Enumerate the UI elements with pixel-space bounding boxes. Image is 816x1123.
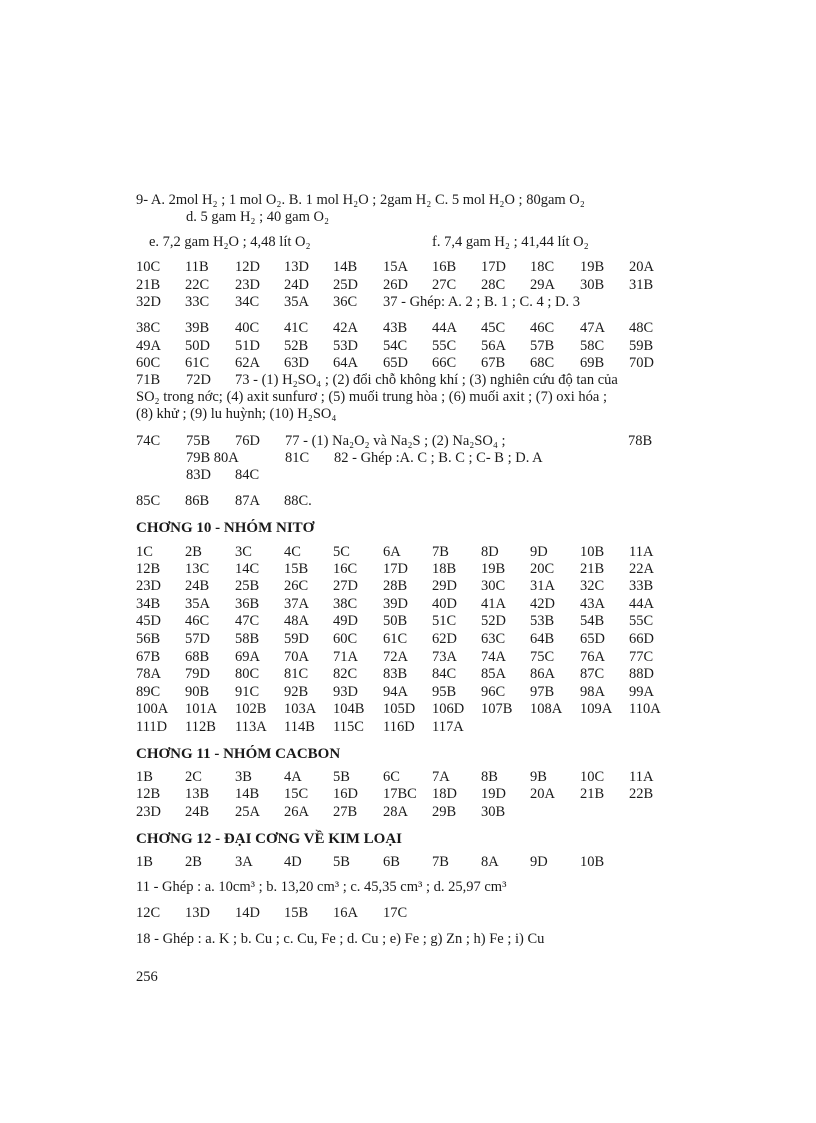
answer-cell: 64A [333,355,358,371]
answer-cell: 115C [333,719,364,735]
answer-cell: 20A [530,786,555,802]
answer-cell: 20A [629,259,654,275]
answer-cell: 37A [284,596,309,612]
answer-cell: 69A [235,649,260,665]
answer-cell: 26D [383,277,408,293]
answer-cell: 63C [481,631,506,647]
answer-cell: 113A [235,719,267,735]
answer-cell: 81C [284,666,309,682]
answer-cell: 24B [185,804,210,820]
answer-cell: 49A [136,338,161,354]
answer-cell: 12C [136,905,161,921]
answer-cell: 71A [333,649,358,665]
answer-cell: 86B [185,493,210,509]
q73-line1: 73 - (1) H₂SO₄ ; (2) đổi chỗ không khí ; (3) nghiên cứu độ tan của [235,372,618,388]
answer-cell: 32C [580,578,605,594]
answer-cell: 95B [432,684,457,700]
answer-cell: 75C [530,649,555,665]
answer-cell: 45C [481,320,506,336]
answer-cell: 102B [235,701,267,717]
chapter-12-title: CHƠNG 12 - ĐẠI CƠNG VỀ KIM LOẠI [136,831,402,847]
answer-cell: 30B [580,277,605,293]
answer-cell: 9D [530,854,548,870]
answer-cell: 38C [333,596,358,612]
answer-cell: 10C [580,769,605,785]
answer-cell: 36C [333,294,358,310]
answer-cell: 52D [481,613,506,629]
answer-cell: 88C. [284,493,312,509]
answer-cell: 33B [629,578,654,594]
answer-cell: 27B [333,804,358,820]
answer-cell: 114B [284,719,315,735]
answer-cell: 6C [383,769,400,785]
q9-e: e. 7,2 gam H₂O ; 4,48 lít O₂ [149,234,311,250]
answer-cell: 78A [136,666,161,682]
answer-cell: 84C [432,666,457,682]
answer-cell: 16B [432,259,457,275]
answer-cell: 66C [432,355,457,371]
answer-cell: 13C [185,561,210,577]
answer-cell: 11A [629,544,654,560]
answer-cell: 68C [530,355,555,371]
answer-cell: 54B [580,613,605,629]
answer-cell: 6A [383,544,401,560]
answer-cell: 1C [136,544,153,560]
q9-f: f. 7,4 gam H₂ ; 41,44 lít O₂ [432,234,589,250]
answer-cell: 74A [481,649,506,665]
answer-cell: 99A [629,684,654,700]
answer-cell: 97B [530,684,555,700]
answer-cell: 2B [185,854,202,870]
page-number: 256 [136,969,158,985]
answer-cell: 60C [136,355,161,371]
answer-cell: 18B [432,561,457,577]
answer-cell: 17D [481,259,506,275]
answer-cell: 98A [580,684,605,700]
answer-cell: 20C [530,561,555,577]
answer-cell: 106D [432,701,465,717]
answer-72: 72D [186,372,211,388]
answer-cell: 28A [383,804,408,820]
answer-cell: 19B [580,259,605,275]
answer-cell: 23D [136,804,161,820]
answer-cell: 14D [235,905,260,921]
answer-cell: 21B [580,561,605,577]
answer-cell: 25A [235,804,260,820]
answer-cell: 19D [481,786,506,802]
answer-cell: 65D [383,355,408,371]
answer-71: 71B [136,372,161,388]
answer-83: 83D [186,467,211,483]
answer-cell: 29A [530,277,555,293]
answer-76: 76D [235,433,260,449]
answer-cell: 51D [235,338,260,354]
answer-cell: 77C [629,649,654,665]
answer-cell: 15B [284,561,309,577]
answer-cell: 56A [481,338,506,354]
answer-cell: 41A [481,596,506,612]
answer-cell: 3B [235,769,252,785]
answer-cell: 13D [185,905,210,921]
answer-cell: 104B [333,701,365,717]
answer-cell: 47C [235,613,260,629]
answer-cell: 16C [333,561,358,577]
answer-cell: 103A [284,701,317,717]
answer-cell: 21B [580,786,605,802]
answer-cell: 43B [383,320,408,336]
answer-cell: 31B [629,277,654,293]
answer-cell: 39B [185,320,210,336]
answer-cell: 39D [383,596,408,612]
answer-cell: 57D [185,631,210,647]
answer-cell: 112B [185,719,216,735]
answer-cell: 32D [136,294,161,310]
answer-cell: 116D [383,719,415,735]
answer-cell: 45D [136,613,161,629]
answer-78: 78B [628,433,653,449]
answer-cell: 24B [185,578,210,594]
answer-cell: 2C [185,769,202,785]
answer-cell: 3C [235,544,252,560]
answer-cell: 91C [235,684,260,700]
answer-cell: 94A [383,684,408,700]
answer-cell: 50B [383,613,408,629]
answer-cell: 22B [629,786,654,802]
answer-cell: 82C [333,666,358,682]
answer-cell: 19B [481,561,506,577]
answer-cell: 59B [629,338,654,354]
q37-matching: 37 - Ghép: A. 2 ; B. 1 ; C. 4 ; D. 3 [383,294,580,310]
answer-cell: 8D [481,544,499,560]
answer-cell: 72A [383,649,408,665]
answer-cell: 25B [235,578,260,594]
answer-cell: 64B [530,631,555,647]
answer-cell: 5B [333,769,350,785]
answer-cell: 62A [235,355,260,371]
answer-74: 74C [136,433,161,449]
answer-cell: 85A [481,666,506,682]
answer-cell: 83B [383,666,408,682]
answer-cell: 62D [432,631,457,647]
answer-cell: 73A [432,649,457,665]
answer-cell: 28C [481,277,506,293]
answer-cell: 15A [383,259,408,275]
answer-cell: 17D [383,561,408,577]
answer-cell: 16A [333,905,358,921]
answer-cell: 21B [136,277,161,293]
answer-cell: 66D [629,631,654,647]
answer-cell: 34B [136,596,161,612]
answer-cell: 29D [432,578,457,594]
answer-cell: 10B [580,544,605,560]
answer-cell: 87A [235,493,260,509]
answer-cell: 22A [629,561,654,577]
answer-cell: 90B [185,684,210,700]
answer-cell: 17BC [383,786,417,802]
answer-cell: 55C [432,338,457,354]
answer-cell: 110A [629,701,661,717]
answer-cell: 48C [629,320,654,336]
answer-cell: 96C [481,684,506,700]
answer-cell: 92B [284,684,309,700]
answer-cell: 59D [284,631,309,647]
answer-cell: 16D [333,786,358,802]
answer-cell: 56B [136,631,161,647]
q73-line2: SO₂ trong nớc; (4) axit sunfurơ ; (5) muối trung hòa ; (6) muối axit ; (7) oxi hóa ; [136,389,608,405]
answer-cell: 76A [580,649,605,665]
q11-matching: 11 - Ghép : a. 10cm³ ; b. 13,20 cm³ ; c. 45,35 cm³ ; d. 25,97 cm³ [136,879,507,895]
answer-cell: 18C [530,259,555,275]
answer-cell: 79D [185,666,210,682]
answer-cell: 48A [284,613,309,629]
answer-cell: 27C [432,277,457,293]
answer-cell: 1B [136,854,153,870]
q18-matching: 18 - Ghép : a. K ; b. Cu ; c. Cu, Fe ; d. Cu ; e) Fe ; g) Zn ; h) Fe ; i) Cu [136,931,545,947]
answer-cell: 3A [235,854,253,870]
q77-text: 77 - (1) Na₂O₂ và Na₂S ; (2) Na₂SO₄ ; [285,433,506,449]
q82-matching: 82 - Ghép :A. C ; B. C ; C- B ; D. A [334,450,543,466]
answer-cell: 14B [235,786,260,802]
answer-cell: 28B [383,578,408,594]
answer-cell: 69B [580,355,605,371]
answer-cell: 68B [185,649,210,665]
answer-81: 81C [285,450,310,466]
answer-cell: 111D [136,719,168,735]
answer-cell: 43A [580,596,605,612]
answer-cell: 29B [432,804,457,820]
answer-cell: 24D [284,277,309,293]
answer-cell: 14C [235,561,260,577]
answer-cell: 40C [235,320,260,336]
answer-cell: 100A [136,701,169,717]
answer-cell: 51C [432,613,457,629]
answer-cell: 108A [530,701,563,717]
q73-line3: (8) khử ; (9) lu huỳnh; (10) H₂SO₄ [136,406,337,422]
answer-cell: 5B [333,854,350,870]
answer-cell: 13B [185,786,210,802]
answer-cell: 52B [284,338,309,354]
answer-cell: 36B [235,596,260,612]
answer-cell: 89C [136,684,161,700]
answer-cell: 11A [629,769,654,785]
answer-cell: 9B [530,769,547,785]
answer-cell: 44A [432,320,457,336]
answer-cell: 4D [284,854,302,870]
chapter-10-title: CHƠNG 10 - NHÓM NITƠ [136,520,315,536]
answer-cell: 5C [333,544,350,560]
answer-cell: 12B [136,561,161,577]
answer-cell: 4A [284,769,302,785]
answer-cell: 26C [284,578,309,594]
answer-cell: 22C [185,277,210,293]
answer-cell: 105D [383,701,416,717]
answer-cell: 10B [580,854,605,870]
answer-cell: 35A [185,596,210,612]
answer-cell: 30B [481,804,506,820]
answer-cell: 86A [530,666,555,682]
answer-cell: 46C [185,613,210,629]
answer-cell: 117A [432,719,464,735]
answer-cell: 15B [284,905,309,921]
answer-cell: 23D [235,277,260,293]
answer-cell: 44A [629,596,654,612]
answer-cell: 47A [580,320,605,336]
answer-cell: 70A [284,649,309,665]
answer-cell: 46C [530,320,555,336]
answer-cell: 7B [432,544,449,560]
answer-cell: 58C [580,338,605,354]
answer-cell: 6B [383,854,400,870]
answer-cell: 7A [432,769,450,785]
answer-cell: 109A [580,701,613,717]
answer-cell: 15C [284,786,309,802]
answer-cell: 93D [333,684,358,700]
answer-cell: 60C [333,631,358,647]
answer-cell: 42D [530,596,555,612]
answer-cell: 25D [333,277,358,293]
answer-cell: 101A [185,701,218,717]
answer-cell: 53B [530,613,555,629]
q9-line2: d. 5 gam H₂ ; 40 gam O₂ [186,209,330,225]
answer-cell: 33C [185,294,210,310]
answer-cell: 70D [629,355,654,371]
answer-cell: 40D [432,596,457,612]
answer-cell: 11B [185,259,209,275]
answer-cell: 85C [136,493,161,509]
answer-cell: 13D [284,259,309,275]
chapter-11-title: CHƠNG 11 - NHÓM CACBON [136,746,341,762]
answer-79-80: 79B 80A [186,450,239,466]
answer-cell: 2B [185,544,202,560]
answer-cell: 61C [383,631,408,647]
answer-cell: 107B [481,701,513,717]
answer-cell: 35A [284,294,309,310]
answer-cell: 41C [284,320,309,336]
answer-cell: 4C [284,544,301,560]
answer-cell: 14B [333,259,358,275]
answer-cell: 26A [284,804,309,820]
answer-cell: 34C [235,294,260,310]
answer-cell: 54C [383,338,408,354]
answer-cell: 27D [333,578,358,594]
answer-cell: 58B [235,631,260,647]
answer-cell: 12D [235,259,260,275]
answer-cell: 49D [333,613,358,629]
answer-cell: 12B [136,786,161,802]
answer-cell: 38C [136,320,161,336]
answer-cell: 30C [481,578,506,594]
answer-cell: 65D [580,631,605,647]
answer-cell: 7B [432,854,449,870]
answer-cell: 1B [136,769,153,785]
answer-cell: 53D [333,338,358,354]
answer-cell: 50D [185,338,210,354]
answer-cell: 67B [481,355,506,371]
answer-cell: 67B [136,649,161,665]
answer-cell: 9D [530,544,548,560]
answer-cell: 57B [530,338,555,354]
answer-cell: 55C [629,613,654,629]
answer-cell: 8B [481,769,498,785]
answer-cell: 61C [185,355,210,371]
answer-cell: 8A [481,854,499,870]
answer-cell: 10C [136,259,161,275]
answer-cell: 23D [136,578,161,594]
answer-cell: 31A [530,578,555,594]
answer-cell: 88D [629,666,654,682]
answer-cell: 42A [333,320,358,336]
answer-84: 84C [235,467,260,483]
answer-cell: 17C [383,905,408,921]
q9-line1: 9- A. 2mol H₂ ; 1 mol O₂. B. 1 mol H₂O ; 2gam H₂ C. 5 mol H₂O ; 80gam O₂ [136,192,585,208]
answer-cell: 87C [580,666,605,682]
answer-cell: 80C [235,666,260,682]
answer-cell: 63D [284,355,309,371]
answer-75: 75B [186,433,211,449]
answer-cell: 18D [432,786,457,802]
